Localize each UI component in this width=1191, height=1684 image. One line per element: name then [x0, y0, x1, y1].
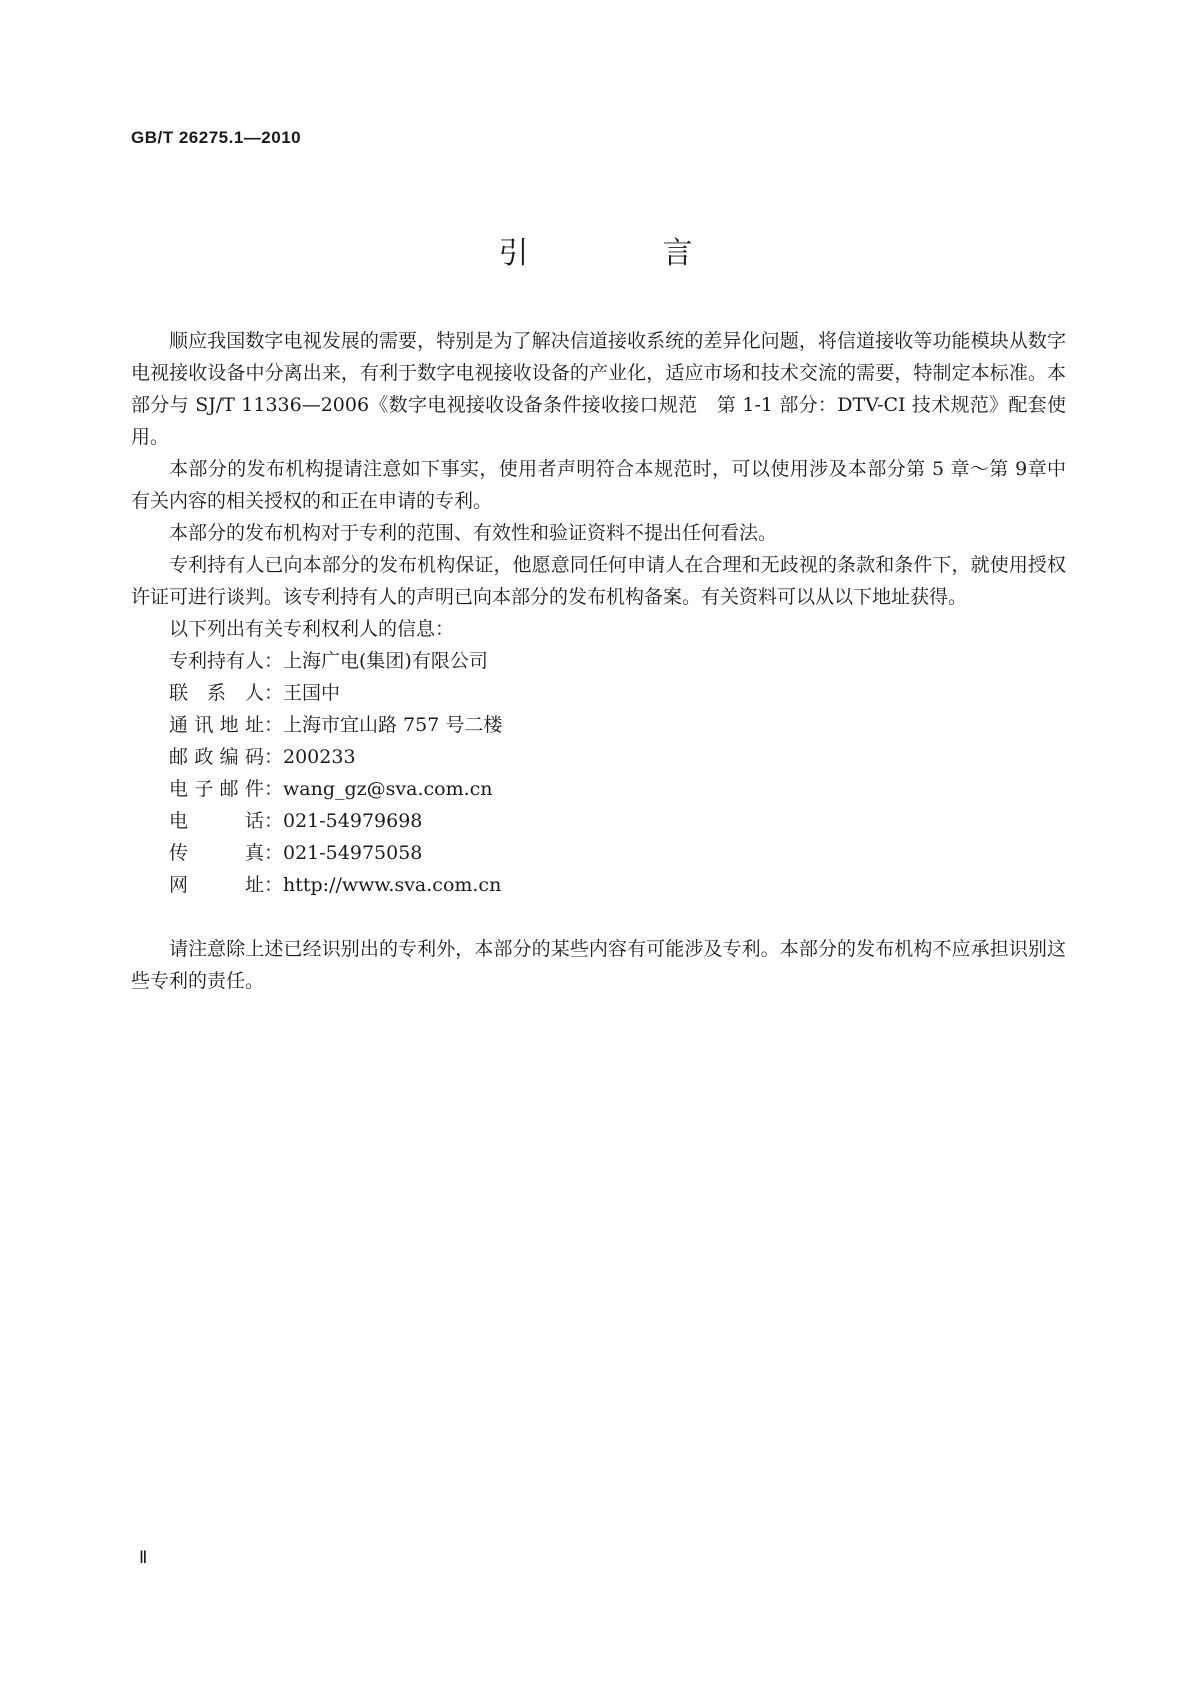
patent-info-holder: [131, 645, 1066, 677]
patent-info-postcode: [131, 741, 1066, 773]
paragraph: 顺应我国数字电视发展的需要，特别是为了解决信道接收系统的差异化问题，将信道接收等功能模块从数字电视接收设备中分离出来，有利于数字电视接收设备的产业化，适应市场和技术交流的需要，特制定本标准。本部分与 SJ/T 11336—2006《数字电视接收设备条件接收接口规范 第 1-1 部分：DTV-CI 技术规范》配套使用。: [131, 330, 1066, 448]
info-value: ：王国中: [264, 682, 341, 704]
patent-info-phone: [131, 805, 1066, 837]
page-title: 引 言: [498, 236, 745, 271]
info-value: ：021-54979698: [264, 810, 423, 832]
info-label: 邮政编码: [169, 746, 264, 768]
info-label: 网址: [169, 874, 264, 896]
patent-info-address: [131, 709, 1066, 741]
page-number: Ⅱ: [139, 1548, 148, 1567]
patent-info-contact: [131, 677, 1066, 709]
document-body: [131, 325, 1066, 997]
paragraph: 以下列出有关专利权利人的信息：: [169, 618, 455, 640]
patent-info-website: [131, 869, 1066, 901]
info-value: ：http://www.sva.com.cn: [264, 874, 502, 896]
info-value: ：wang_gz@sva.com.cn: [264, 778, 493, 800]
info-label: 专利持有人: [169, 650, 265, 672]
info-value: ：上海广电(集团)有限公司: [264, 650, 488, 672]
info-value: ：200233: [264, 746, 356, 768]
info-label: 传真: [169, 842, 264, 864]
closing-paragraph: 请注意除上述已经识别出的专利外，本部分的某些内容有可能涉及专利。本部分的发布机构不应承担识别这些专利的责任。: [131, 938, 1066, 992]
info-label: 通讯地址: [169, 714, 264, 736]
document-code: GB/T 26275.1—2010: [131, 128, 302, 147]
info-label: 电子邮件: [169, 778, 264, 800]
spacer: [131, 901, 1066, 933]
info-label: 联系人: [169, 682, 264, 704]
info-value: ：021-54975058: [264, 842, 423, 864]
paragraph: 本部分的发布机构对于专利的范围、有效性和验证资料不提出任何看法。: [169, 522, 778, 544]
patent-info-email: [131, 773, 1066, 805]
paragraph: 本部分的发布机构提请注意如下事实，使用者声明符合本规范时，可以使用涉及本部分第 5 章～第 9章中有关内容的相关授权的和正在申请的专利。: [131, 458, 1066, 512]
paragraph: 专利持有人已向本部分的发布机构保证，他愿意同任何申请人在合理和无歧视的条款和条件下，就使用授权许证可进行谈判。该专利持有人的声明已向本部分的发布机构备案。有关资料可以从以下地址获得。: [131, 554, 1066, 608]
patent-info-fax: [131, 837, 1066, 869]
info-value: ：上海市宜山路 757 号二楼: [264, 714, 503, 736]
info-label: 电话: [169, 810, 264, 832]
